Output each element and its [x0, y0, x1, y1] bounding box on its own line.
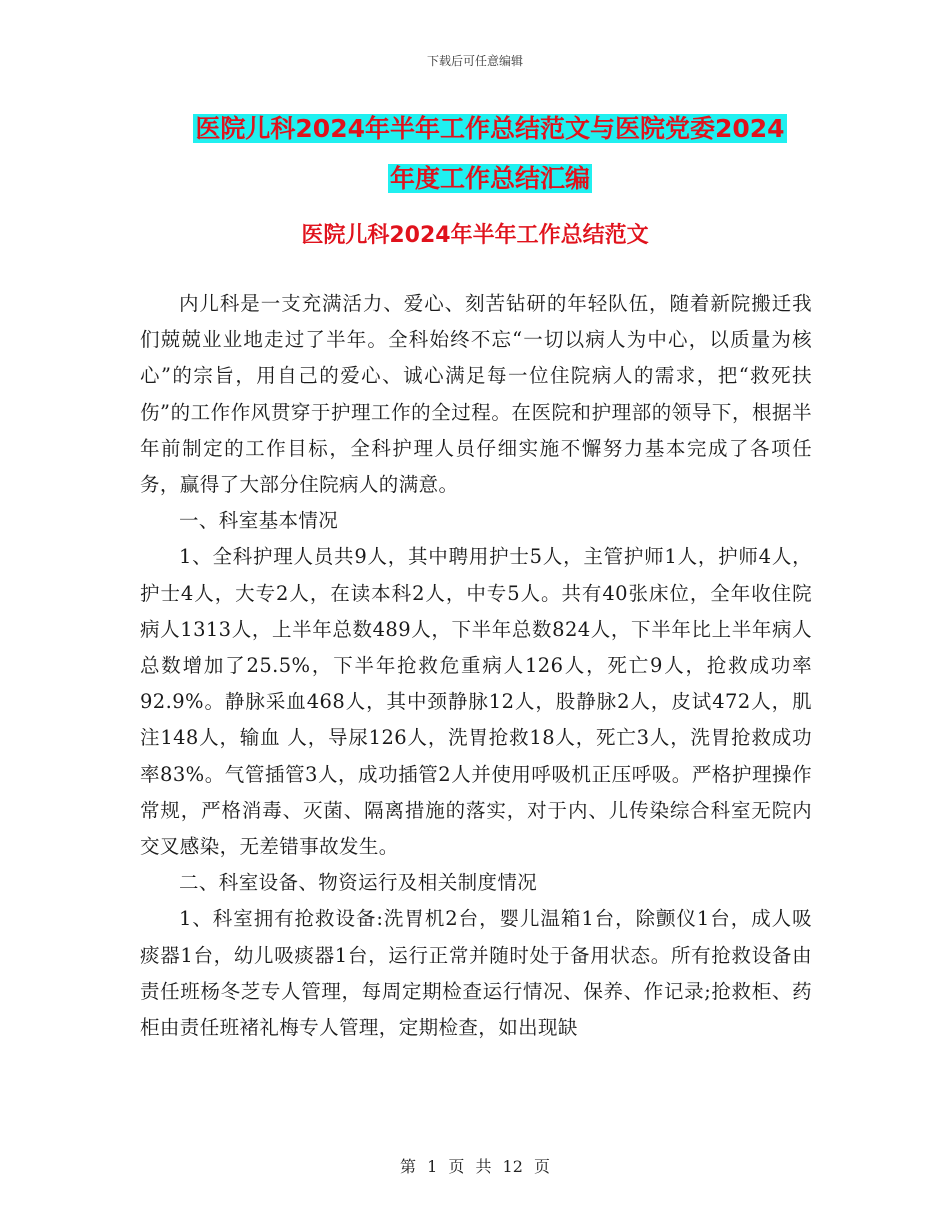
- document-title: [150, 104, 830, 204]
- page-footer: 第 1 页 共 12 页: [400, 1157, 550, 1176]
- body-text: [140, 286, 812, 1046]
- paragraph-equipment: 1、科室拥有抢救设备:洗胃机2台，婴儿温箱1台，除颤仪1台，成人吸痰器1台，幼儿吸痰器1台，运行正常并随时处于备用状态。所有抢救设备由责任班杨冬芝专人管理，每周定期检查运行情况、保养、作记录;抢救柜、药柜由责任班褚礼梅专人管理，定期检查，如出现缺: [140, 907, 812, 1040]
- heading-1: 一、科室基本情况: [179, 509, 339, 533]
- section-title: 医院儿科2024年半年工作总结范文: [301, 223, 649, 248]
- paragraph-staff: 1、全科护理人员共9人，其中聘用护士5人，主管护师1人，护师4人，护士4人，大专2人，在读本科2人，中专5人。共有40张床位，全年收住院病人1313人，上半年总数489人，下半年总数824人，下半年比上半年病人总数增加了25.5%，下半年抢救危重病人126人，死亡9人，抢救成功率92.9%。静脉采血468人，其中颈静脉12人，股静脉2人，皮试472人，肌注148人，输血 人，导尿126人，洗胃抢救18人，死亡3人，洗胃抢救成功率83%。气管插管3人，成功插管2人并使用呼吸机正压呼吸。严格护理操作常规，严格消毒、灭菌、隔离措施的落实，对于内、儿传染综合科室无院内交叉感染，无差错事故发生。: [140, 545, 812, 859]
- header-note: 下载后可任意编辑: [426, 54, 523, 68]
- title-line-2: 年度工作总结汇编: [389, 164, 590, 193]
- title-line-1: 医院儿科2024年半年工作总结范文与医院党委2024: [195, 114, 785, 143]
- heading-2: 二、科室设备、物资运行及相关制度情况: [179, 871, 538, 895]
- paragraph-intro: 内儿科是一支充满活力、爱心、刻苦钻研的年轻队伍，随着新院搬迁我们兢兢业业地走过了半年。全科始终不忘“一切以病人为中心，以质量为核心”的宗旨，用自己的爱心、诚心满足每一位住院病人的需求，把“救死扶伤”的工作作风贯穿于护理工作的全过程。在医院和护理部的领导下，根据半年前制定的工作目标，全科护理人员仔细实施不懈努力基本完成了各项任务，赢得了大部分住院病人的满意。: [140, 292, 812, 497]
